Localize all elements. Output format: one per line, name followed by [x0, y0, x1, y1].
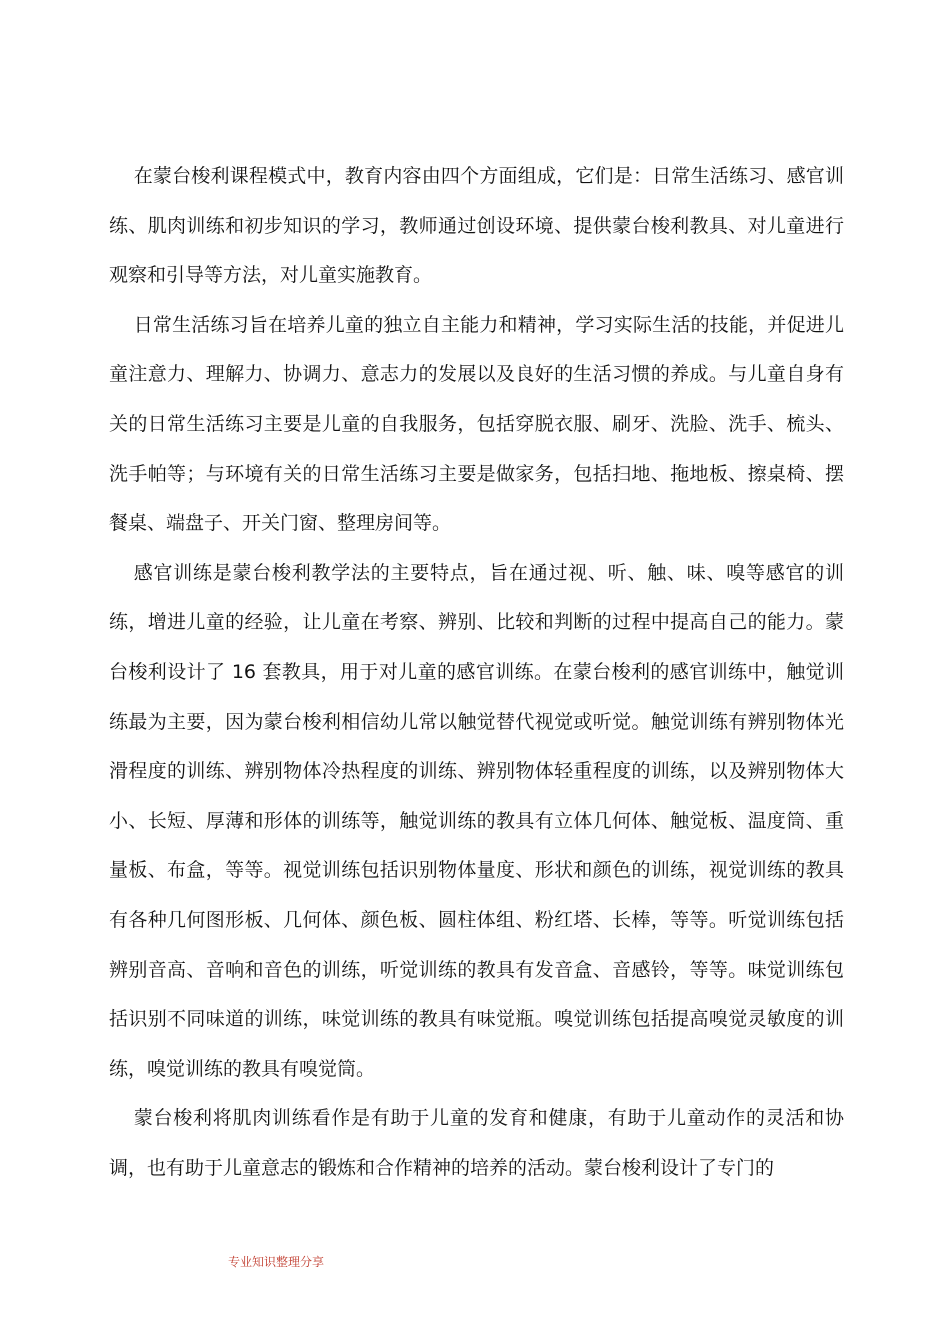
footer-note: 专业知识整理分享 [228, 1255, 325, 1269]
paragraph-daily-life-practice: 日常生活练习旨在培养儿童的独立自主能力和精神，学习实际生活的技能，并促进儿童注意力、理解力、协调力、意志力的发展以及良好的生活习惯的养成。与儿童自身有关的日常生活练习主要是儿童的自我服务，包括穿脱衣服、刷牙、洗脸、洗手、梳头、洗手帕等；与环境有关的日常生活练习主要是做家务，包括扫地、拖地板、擦桌椅、摆餐桌、端盘子、开关门窗、整理房间等。 [109, 313, 844, 535]
paragraph-sensory-training: 感官训练是蒙台梭利教学法的主要特点，旨在通过视、听、触、味、嗅等感官的训练，增进儿童的经验，让儿童在考察、辨别、比较和判断的过程中提高自己的能力。蒙台梭利设计了 16 套教具，用于对儿童的感官训练。在蒙台梭利的感官训练中，触觉训练最为主要，因为蒙台梭利相信幼儿常以触觉替代视觉或听觉。触觉训练有辨别物体光滑程度的训练、辨别物体冷热程度的训练、辨别物体轻重程度的训练，以及辨别物体大小、长短、厚薄和形体的训练等，触觉训练的教具有立体几何体、触觉板、温度筒、重量板、布盒，等等。视觉训练包括识别物体量度、形状和颜色的训练，视觉训练的教具有各种几何图形板、几何体、颜色板、圆柱体组、粉红塔、长棒，等等。听觉训练包括辨别音高、音响和音色的训练，听觉训练的教具有发音盒、音感铃，等等。味觉训练包括识别不同味道的训练，味觉训练的教具有味觉瓶。嗅觉训练包括提高嗅觉灵敏度的训练，嗅觉训练的教具有嗅觉筒。 [109, 561, 844, 1080]
document-body [109, 152, 844, 1193]
paragraph-curriculum-overview: 在蒙台梭利课程模式中，教育内容由四个方面组成，它们是：日常生活练习、感官训练、肌肉训练和初步知识的学习，教师通过创设环境、提供蒙台梭利教具、对儿童进行观察和引导等方法，对儿童实施教育。 [109, 165, 844, 287]
paragraph-muscle-training: 蒙台梭利将肌肉训练看作是有助于儿童的发育和健康，有助于儿童动作的灵活和协调，也有助于儿童意志的锻炼和合作精神的培养的活动。蒙台梭利设计了专门的 [109, 1107, 844, 1179]
